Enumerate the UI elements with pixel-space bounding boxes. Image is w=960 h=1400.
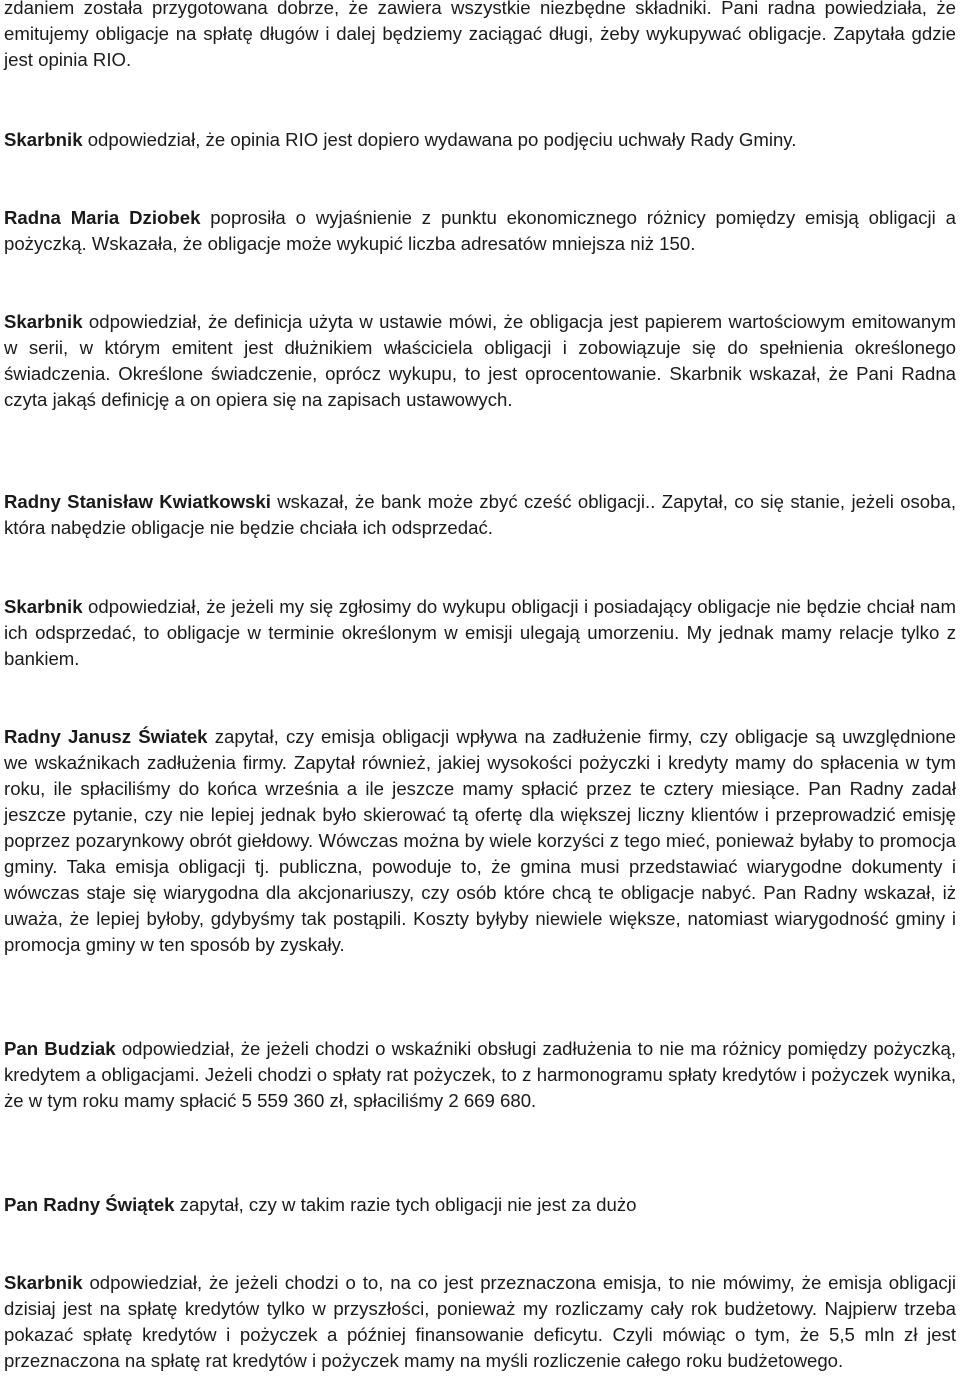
paragraph-6 (4, 594, 956, 672)
paragraph-5-text: wskazał, że bank może zbyć cześć obligacji.. Zapytał, co się stanie, jeżeli osoba, która nabędzie obligacje nie będzie chciała ich odsprzedać. (4, 491, 957, 538)
speaker-name: Radna Maria Dziobek (4, 207, 201, 228)
paragraph-1-text: zdaniem została przygotowana dobrze, że zawiera wszystkie niezbędne składniki. Pani radna powiedziała, że emitujemy obligacje na spłatę długów i dalej będziemy zaciągać długi, żeby wykupywać obligacje. Zapytała gdzie jest opinia RIO. (4, 0, 956, 70)
paragraph-8 (4, 1036, 956, 1114)
paragraph-10-text: odpowiedział, że jeżeli chodzi o to, na co jest przeznaczona emisja, to nie mówimy, że emisja obligacji dzisiaj jest na spłatę kredytów tylko w przyszłości, ponieważ my rozliczamy cały rok budżetowy. Najpierw trzeba pokazać spłatę kredytów i pożyczek a później finansowanie deficytu. Czyli mówiąc o tym, że 5,5 mln zł jest przeznaczona na spłatę rat kredytów i pożyczek mamy na myśli rozliczenie całego roku budżetowego. (4, 1272, 956, 1371)
speaker-name: Skarbnik (4, 1272, 83, 1293)
paragraph-8-text: odpowiedział, że jeżeli chodzi o wskaźniki obsługi zadłużenia to nie ma różnicy pomiędzy pożyczką, kredytem a obligacjami. Jeżeli chodzi o spłaty rat pożyczek, to z harmonogramu spłaty kredytów i pożyczek wynika, że w tym roku mamy spłacić 5 559 360 zł, spłaciliśmy 2 669 680. (4, 1038, 956, 1111)
paragraph-10 (4, 1270, 956, 1374)
paragraph-9 (4, 1192, 956, 1218)
speaker-name: Skarbnik (4, 129, 83, 150)
speaker-name: Radny Janusz Światek (4, 726, 208, 747)
paragraph-7 (4, 724, 956, 958)
paragraph-4 (4, 309, 956, 413)
paragraph-7-text: zapytał, czy emisja obligacji wpływa na zadłużenie firmy, czy obligacje są uwzględnione we wskaźnikach zadłużenia firmy. Zapytał również, jakiej wysokości pożyczki i kredyty mamy do spłacenia w tym roku, ile spłaciliśmy do końca września a ile jeszcze mamy spłacić przez te cztery miesiące. Pan Radny zadał jeszcze pytanie, czy nie lepiej jednak było skierować tą ofertę dla większej liczny klientów i przeprowadzić emisję poprzez pozarynkowy obrót giełdowy. Wówczas można by wiele korzyści z tego mieć, ponieważ byłaby to promocja gminy. Taka emisja obligacji tj. publiczna, powoduje to, że gmina musi przedstawiać wiarygodne dokumenty i wówczas staje się wiarygodna dla akcjonariuszy, czy osób które chcą te obligacje nabyć. Pan Radny wskazał, iż uważa, że lepiej byłoby, gdybyśmy tak postąpili. Koszty byłyby niewiele większe, natomiast wiarygodność gminy i promocja gminy w ten sposób by zyskały. (4, 726, 956, 955)
paragraph-4-text: odpowiedział, że definicja użyta w ustawie mówi, że obligacja jest papierem wartościowym emitowanym w serii, w którym emitent jest dłużnikiem właściciela obligacji i zobowiązuje się do spełnienia określonego świadczenia. Określone świadczenie, oprócz wykupu, to jest oprocentowanie. Skarbnik wskazał, że Pani Radna czyta jakąś definicję a on opiera się na zapisach ustawowych. (4, 311, 956, 410)
speaker-name: Skarbnik (4, 311, 83, 332)
paragraph-3 (4, 205, 956, 257)
paragraph-6-text: odpowiedział, że jeżeli my się zgłosimy do wykupu obligacji i posiadający obligacje nie będzie chciał nam ich odsprzedać, to obligacje w terminie określonym w emisji ulegają umorzeniu. My jednak mamy relacje tylko z bankiem. (4, 596, 956, 669)
paragraph-5 (4, 489, 956, 541)
paragraph-2 (4, 127, 956, 153)
paragraph-9-text: zapytał, czy w takim razie tych obligacji nie jest za dużo (174, 1194, 637, 1215)
speaker-name: Skarbnik (4, 596, 83, 617)
speaker-name: Pan Radny Świątek (4, 1194, 175, 1215)
speaker-name: Radny Stanisław Kwiatkowski (4, 491, 271, 512)
speaker-name: Pan Budziak (4, 1038, 116, 1059)
paragraph-3-text: poprosiła o wyjaśnienie z punktu ekonomicznego różnicy pomiędzy emisją obligacji a pożyczką. Wskazała, że obligacje może wykupić liczba adresatów mniejsza niż 150. (4, 207, 956, 254)
paragraph-2-text: odpowiedział, że opinia RIO jest dopiero wydawana po podjęciu uchwały Rady Gminy. (82, 129, 797, 150)
paragraph-1 (4, 0, 956, 73)
